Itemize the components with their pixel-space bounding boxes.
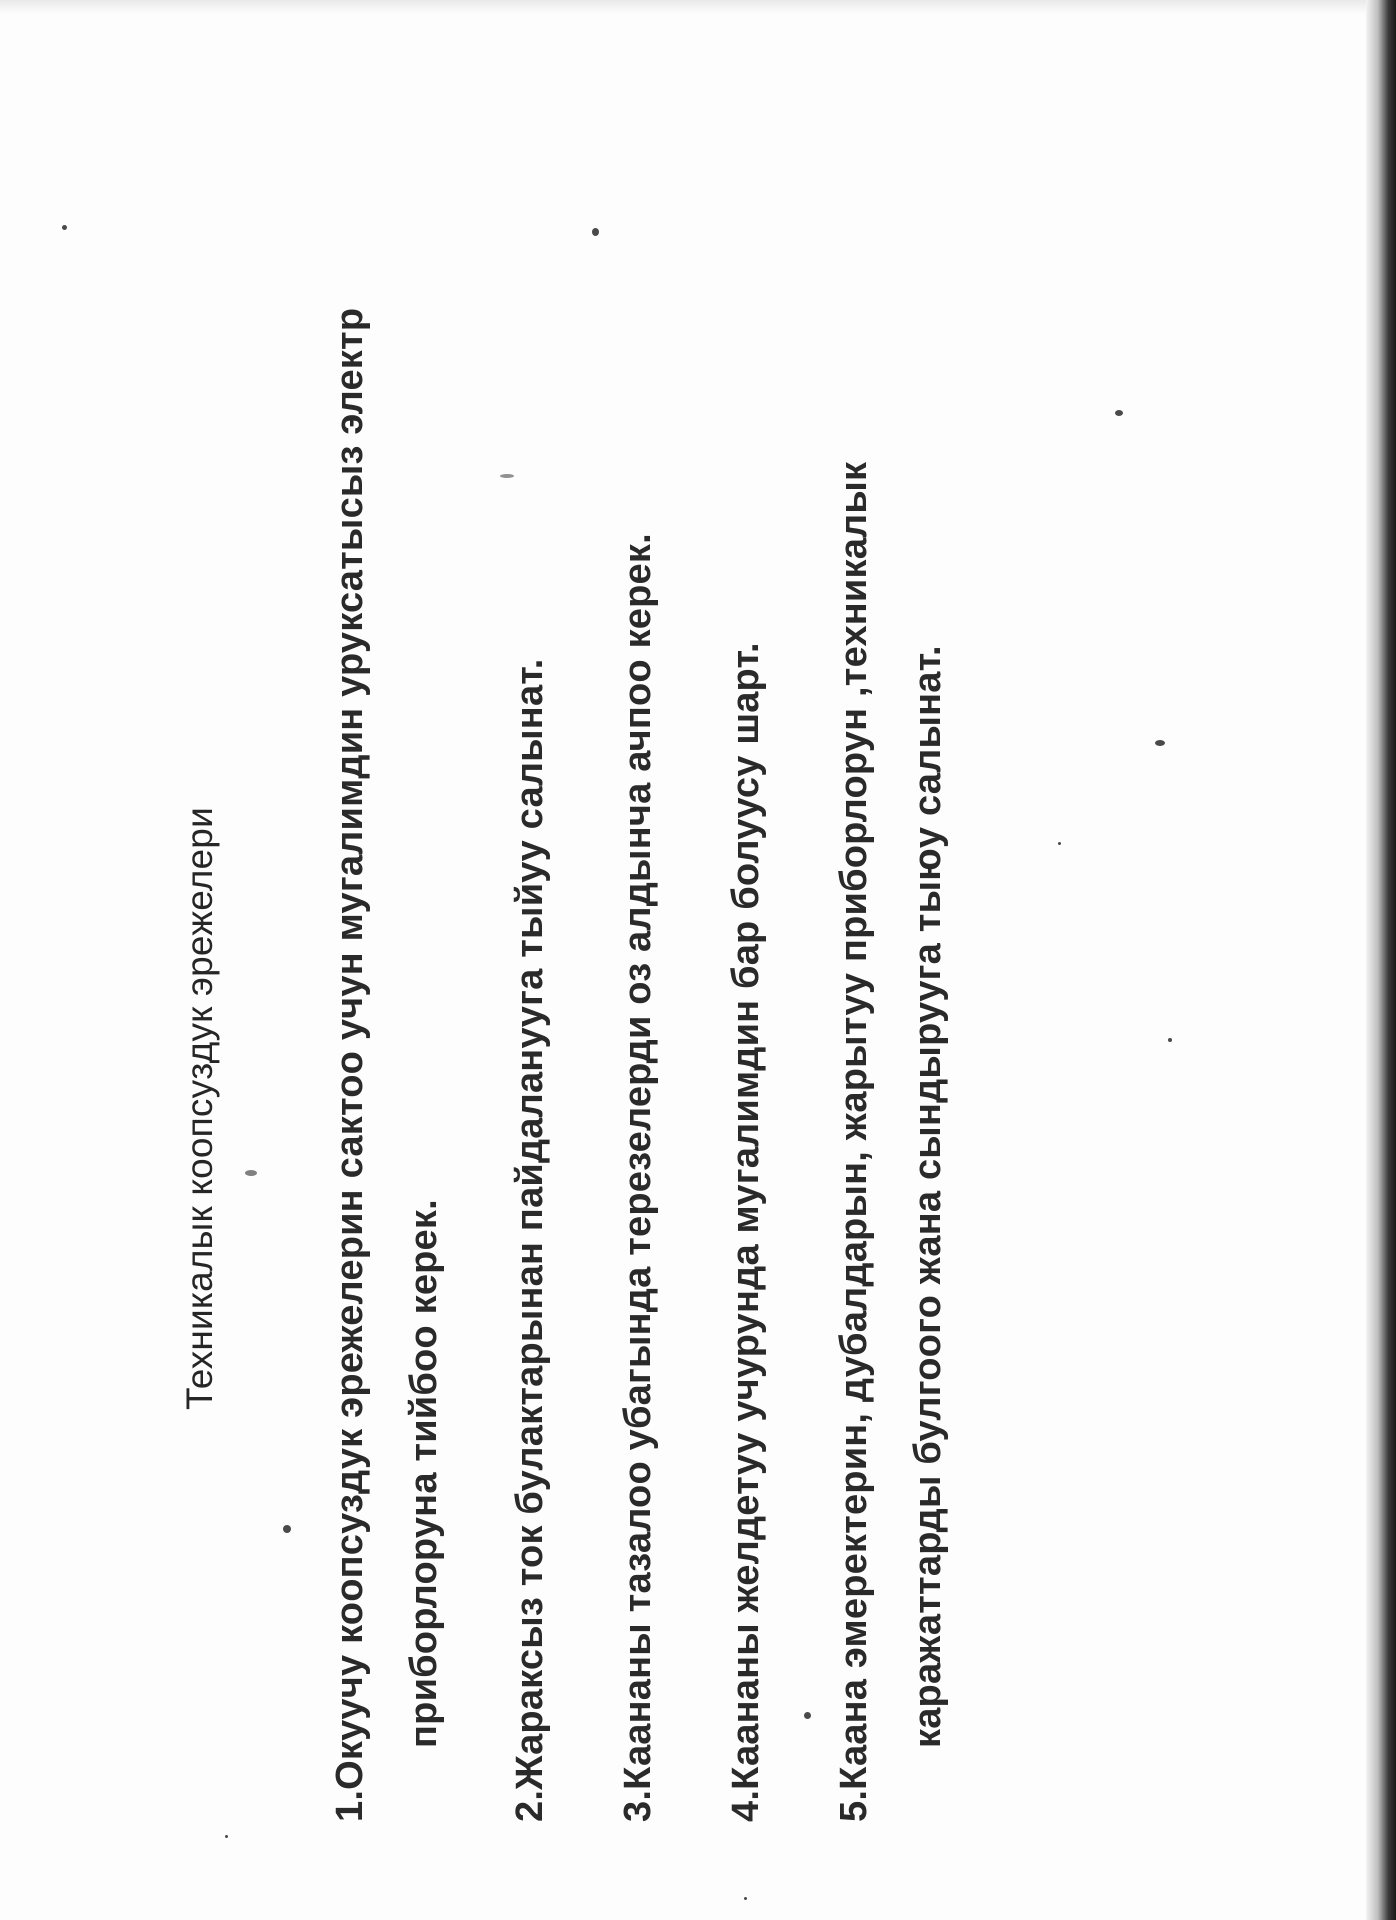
rule-1-line-2: приборлоруна тийбоо керек.	[403, 1199, 445, 1748]
rule-3: 3.Каананы тазалоо убагында терезелерди оз алдынча ачпоо керек.	[617, 533, 659, 1822]
rule-5-line-2: каражаттарды булгоого жана сындырууга тыюу салынат.	[907, 645, 949, 1748]
rule-5-line-1: 5.Каана эмеректерин, дубалдарын, жарытуу приборлорун ,техникалык	[833, 461, 875, 1822]
rule-4: 4.Каананы желдетуу учурунда мугалимдин бар болуусу шарт.	[725, 642, 767, 1822]
rule-2: 2.Жараксыз ток булактарынан пайдаланууга тыйуу салынат.	[509, 658, 551, 1822]
rule-1-line-1: 1.Окуучу коопсуздук эрежелерин сактоо учун мугалимдин уруксатысыз электр	[329, 307, 371, 1822]
document-title: Техникалык коопсуздук эрежелери	[179, 807, 220, 1410]
